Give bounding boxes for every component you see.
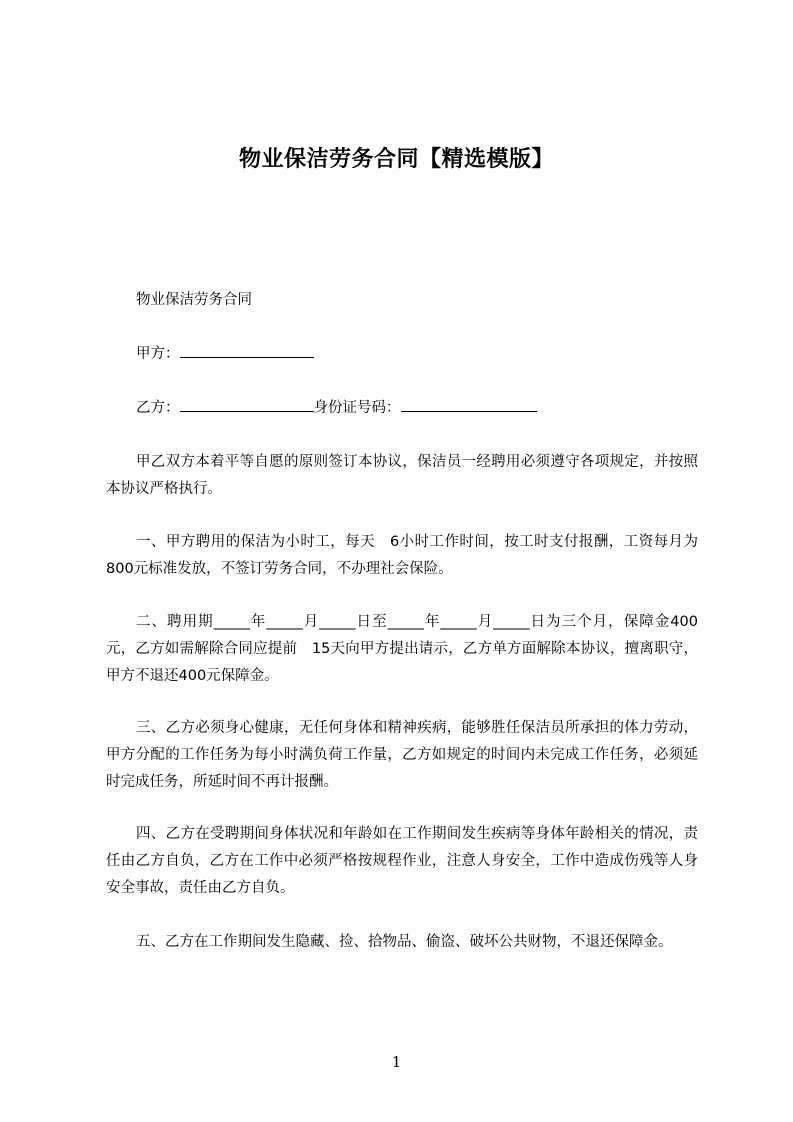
party-a-line (136, 341, 314, 368)
party-b-line (136, 395, 537, 422)
paragraph-intro: 甲乙双方本着平等自愿的原则签订本协议，保洁员一经聘用必须遵守各项规定，并按照本协议严格执行。 (106, 454, 698, 497)
paragraph-clause-2: 二、聘用期_____年_____月_____日至_____年_____月_____日为三个月，保障金400元，乙方如需解除合同应提前 15天向甲方提出请示，乙方单方面解除本协议，擅离职守，甲方不退还400元保障金。 (106, 614, 698, 684)
paragraph-clause-1: 一、甲方聘用的保洁为小时工，每天 6小时工作时间，按工时支付报酬，工资每月为800元标准发放，不签订劳务合同，不办理社会保险。 (106, 534, 698, 577)
paragraph-clause-5: 五、乙方在工作期间发生隐藏、捡、拾物品、偷盗、破坏公共财物，不退还保障金。 (136, 934, 673, 950)
id-blank (401, 397, 537, 412)
party-b-label: 乙方： (136, 400, 180, 416)
party-b-blank (180, 397, 314, 412)
paragraph-clause-4: 四、乙方在受聘期间身体状况和年龄如在工作期间发生疾病等身体年龄相关的情况，责任由乙方自负，乙方在工作中必须严格按规程作业，注意人身安全，工作中造成伤残等人身安全事故，责任由乙方自负。 (106, 826, 698, 896)
paragraph-clause-3: 三、乙方必须身心健康，无任何身体和精神疾病，能够胜任保洁员所承担的体力劳动，甲方分配的工作任务为每小时满负荷工作量，乙方如规定的时间内未完成工作任务，必须延时完成任务，所延时间不再计报酬。 (106, 720, 698, 790)
party-a-blank (180, 343, 314, 358)
document-subtitle: 物业保洁劳务合同 (136, 292, 252, 308)
page-number: 1 (391, 1053, 402, 1071)
party-a-label: 甲方： (136, 346, 180, 362)
document-title: 物业保洁劳务合同【精选模版】 (238, 147, 554, 172)
id-label: 身份证号码： (313, 400, 401, 416)
